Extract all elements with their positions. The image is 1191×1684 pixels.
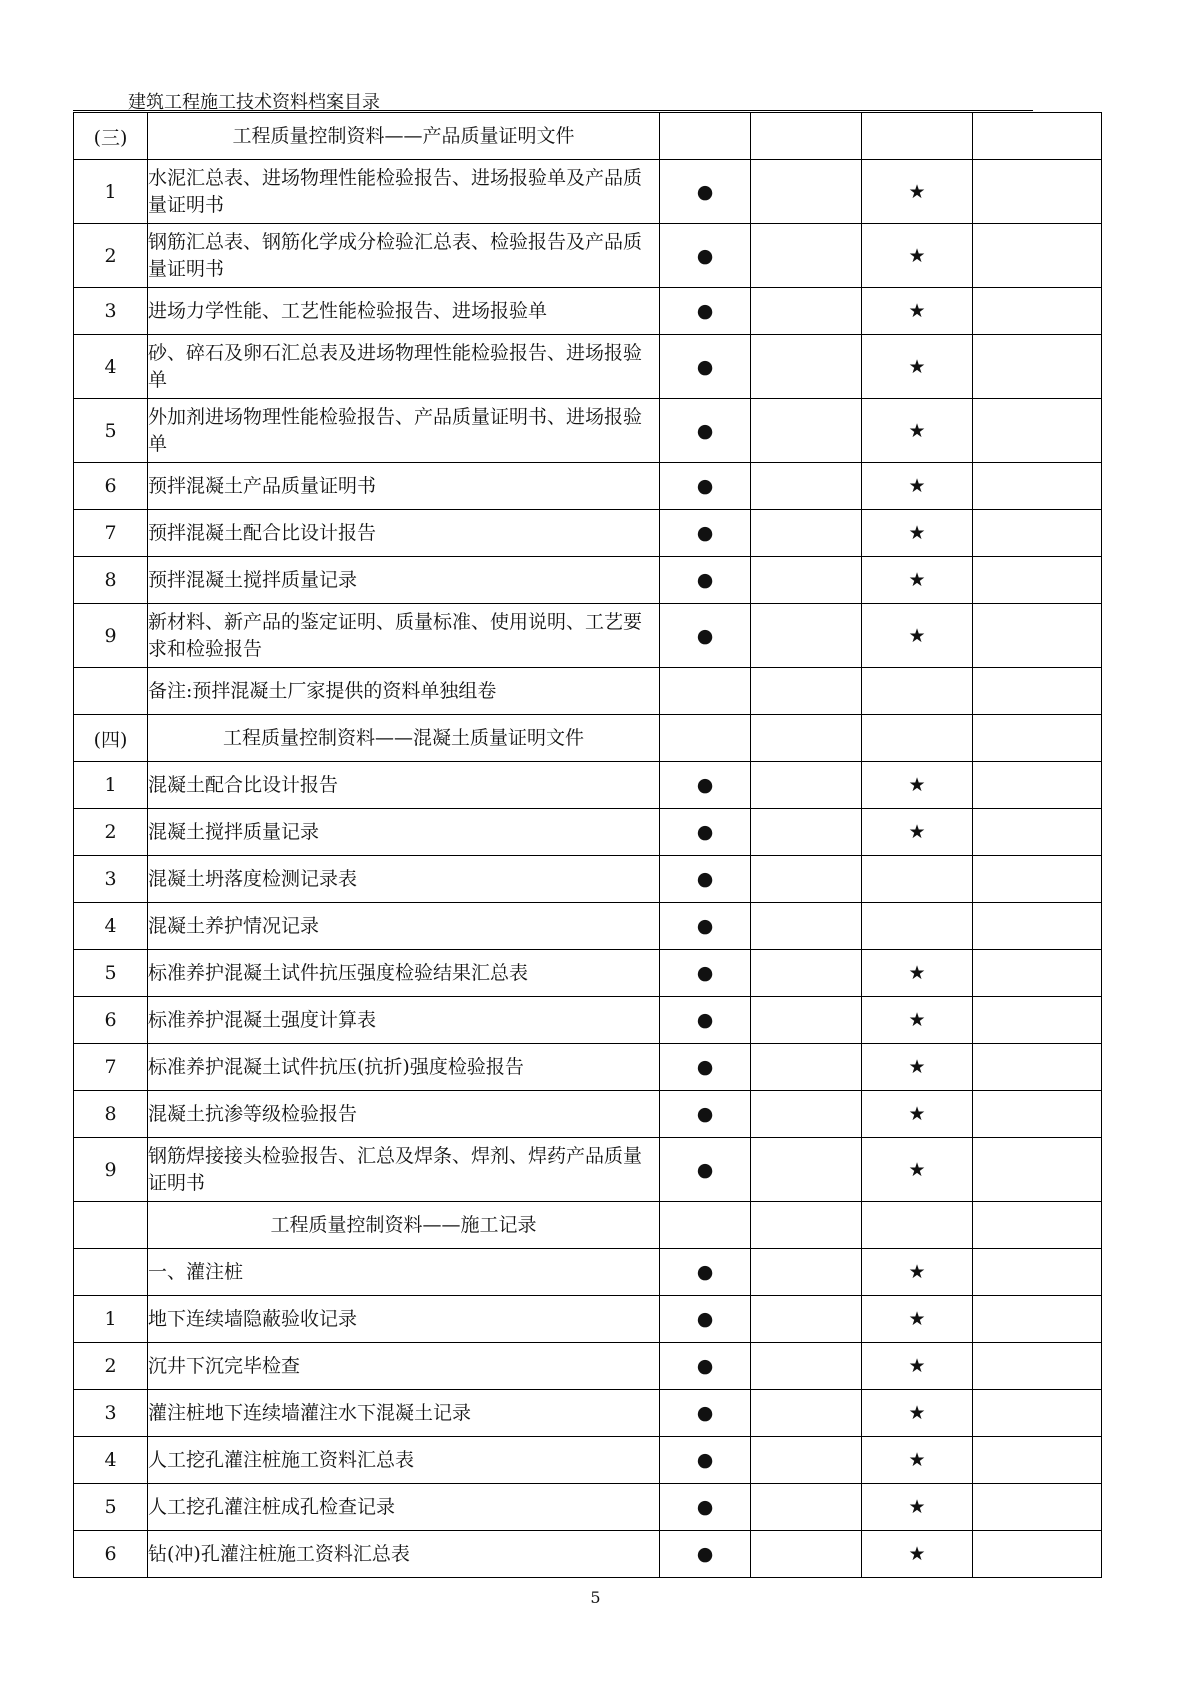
archive-star-cell: ★ <box>862 1091 973 1138</box>
row-number: 9 <box>74 1138 148 1202</box>
item-name: 地下连续墙隐蔽验收记录 <box>148 1296 660 1343</box>
empty-cell <box>973 950 1102 997</box>
empty-cell <box>751 160 862 224</box>
item-name: 预拌混凝土搅拌质量记录 <box>148 557 660 604</box>
archive-star-cell: ★ <box>862 1390 973 1437</box>
empty-cell <box>973 463 1102 510</box>
item-name: 钢筋焊接接头检验报告、汇总及焊条、焊剂、焊药产品质量证明书 <box>148 1138 660 1202</box>
row-number: (三) <box>74 113 148 160</box>
row-number: 5 <box>74 399 148 463</box>
archive-star-cell: ★ <box>862 224 973 288</box>
row-number: 5 <box>74 1484 148 1531</box>
empty-cell <box>973 1138 1102 1202</box>
empty-cell <box>973 997 1102 1044</box>
item-name: 标准养护混凝土试件抗压(抗折)强度检验报告 <box>148 1044 660 1091</box>
item-name: 砂、碎石及卵石汇总表及进场物理性能检验报告、进场报验单 <box>148 335 660 399</box>
empty-cell <box>973 1249 1102 1296</box>
item-name: 一、灌注桩 <box>148 1249 660 1296</box>
row-number <box>74 1249 148 1296</box>
table-row <box>74 762 1102 809</box>
row-number: 4 <box>74 1437 148 1484</box>
page-number: 5 <box>590 1588 601 1607</box>
archive-star-cell <box>862 1202 973 1249</box>
empty-cell <box>751 557 862 604</box>
empty-cell <box>751 288 862 335</box>
empty-cell <box>973 856 1102 903</box>
archive-star-cell <box>862 903 973 950</box>
archive-star-cell: ★ <box>862 510 973 557</box>
empty-cell <box>751 1390 862 1437</box>
empty-cell <box>751 224 862 288</box>
empty-cell <box>751 1296 862 1343</box>
empty-cell <box>973 715 1102 762</box>
required-dot-cell: ● <box>660 1390 751 1437</box>
row-number: 7 <box>74 510 148 557</box>
empty-cell <box>973 604 1102 668</box>
empty-cell <box>973 1531 1102 1578</box>
empty-cell <box>751 604 862 668</box>
required-dot-cell: ● <box>660 399 751 463</box>
table-row <box>74 1249 1102 1296</box>
row-number <box>74 1202 148 1249</box>
table-row <box>74 510 1102 557</box>
row-number: 2 <box>74 224 148 288</box>
archive-star-cell <box>862 856 973 903</box>
item-name: 混凝土养护情况记录 <box>148 903 660 950</box>
empty-cell <box>973 399 1102 463</box>
table-row <box>74 224 1102 288</box>
required-dot-cell: ● <box>660 510 751 557</box>
required-dot-cell: ● <box>660 1484 751 1531</box>
table-row <box>74 399 1102 463</box>
required-dot-cell: ● <box>660 463 751 510</box>
required-dot-cell: ● <box>660 1249 751 1296</box>
table-row <box>74 715 1102 762</box>
archive-star-cell: ★ <box>862 997 973 1044</box>
table-row <box>74 1390 1102 1437</box>
table-row <box>74 1044 1102 1091</box>
empty-cell <box>751 668 862 715</box>
archive-star-cell <box>862 668 973 715</box>
empty-cell <box>973 809 1102 856</box>
archive-star-cell: ★ <box>862 1484 973 1531</box>
archive-star-cell: ★ <box>862 160 973 224</box>
empty-cell <box>973 1091 1102 1138</box>
item-name: 钻(冲)孔灌注桩施工资料汇总表 <box>148 1531 660 1578</box>
empty-cell <box>973 903 1102 950</box>
empty-cell <box>751 809 862 856</box>
empty-cell <box>973 160 1102 224</box>
archive-star-cell: ★ <box>862 1343 973 1390</box>
archive-star-cell: ★ <box>862 463 973 510</box>
archive-star-cell: ★ <box>862 604 973 668</box>
archive-star-cell: ★ <box>862 1044 973 1091</box>
item-name: 预拌混凝土配合比设计报告 <box>148 510 660 557</box>
remark-text: 备注:预拌混凝土厂家提供的资料单独组卷 <box>148 668 660 715</box>
item-name: 标准养护混凝土强度计算表 <box>148 997 660 1044</box>
required-dot-cell: ● <box>660 557 751 604</box>
empty-cell <box>973 510 1102 557</box>
required-dot-cell: ● <box>660 1531 751 1578</box>
item-name: 标准养护混凝土试件抗压强度检验结果汇总表 <box>148 950 660 997</box>
archive-star-cell: ★ <box>862 288 973 335</box>
table-row <box>74 288 1102 335</box>
item-name: 灌注桩地下连续墙灌注水下混凝土记录 <box>148 1390 660 1437</box>
section-heading: 工程质量控制资料——产品质量证明文件 <box>148 113 660 160</box>
table-row <box>74 668 1102 715</box>
empty-cell <box>973 557 1102 604</box>
empty-cell <box>751 335 862 399</box>
table-row <box>74 1138 1102 1202</box>
item-name: 混凝土坍落度检测记录表 <box>148 856 660 903</box>
section-heading: 工程质量控制资料——施工记录 <box>148 1202 660 1249</box>
required-dot-cell: ● <box>660 1091 751 1138</box>
item-name: 人工挖孔灌注桩施工资料汇总表 <box>148 1437 660 1484</box>
empty-cell <box>973 1390 1102 1437</box>
archive-star-cell: ★ <box>862 1138 973 1202</box>
row-number: 1 <box>74 1296 148 1343</box>
section-heading: 工程质量控制资料——混凝土质量证明文件 <box>148 715 660 762</box>
row-number: 8 <box>74 1091 148 1138</box>
required-dot-cell: ● <box>660 604 751 668</box>
table-row <box>74 1484 1102 1531</box>
item-name: 混凝土配合比设计报告 <box>148 762 660 809</box>
empty-cell <box>751 715 862 762</box>
required-dot-cell: ● <box>660 1138 751 1202</box>
empty-cell <box>973 1202 1102 1249</box>
empty-cell <box>973 762 1102 809</box>
empty-cell <box>751 762 862 809</box>
table-row <box>74 1296 1102 1343</box>
row-number: 3 <box>74 1390 148 1437</box>
table-row <box>74 335 1102 399</box>
empty-cell <box>973 1044 1102 1091</box>
empty-cell <box>751 1343 862 1390</box>
empty-cell <box>751 1091 862 1138</box>
empty-cell <box>751 113 862 160</box>
item-name: 水泥汇总表、进场物理性能检验报告、进场报验单及产品质量证明书 <box>148 160 660 224</box>
required-dot-cell: ● <box>660 1343 751 1390</box>
header-rule <box>73 110 1033 111</box>
required-dot-cell: ● <box>660 762 751 809</box>
required-dot-cell: ● <box>660 160 751 224</box>
required-dot-cell: ● <box>660 224 751 288</box>
row-number: 2 <box>74 809 148 856</box>
table-row <box>74 1437 1102 1484</box>
row-number: 5 <box>74 950 148 997</box>
required-dot-cell: ● <box>660 809 751 856</box>
archive-star-cell: ★ <box>862 950 973 997</box>
table-row <box>74 1202 1102 1249</box>
item-name: 钢筋汇总表、钢筋化学成分检验汇总表、检验报告及产品质量证明书 <box>148 224 660 288</box>
item-name: 预拌混凝土产品质量证明书 <box>148 463 660 510</box>
archive-star-cell: ★ <box>862 335 973 399</box>
row-number: 1 <box>74 160 148 224</box>
row-number: (四) <box>74 715 148 762</box>
empty-cell <box>973 224 1102 288</box>
table-row <box>74 1343 1102 1390</box>
table-row <box>74 604 1102 668</box>
item-name: 混凝土抗渗等级检验报告 <box>148 1091 660 1138</box>
empty-cell <box>751 1484 862 1531</box>
archive-star-cell: ★ <box>862 1249 973 1296</box>
table-row <box>74 903 1102 950</box>
required-dot-cell <box>660 113 751 160</box>
empty-cell <box>751 950 862 997</box>
empty-cell <box>751 463 862 510</box>
archive-star-cell: ★ <box>862 399 973 463</box>
row-number: 4 <box>74 335 148 399</box>
archive-star-cell: ★ <box>862 1437 973 1484</box>
row-number: 8 <box>74 557 148 604</box>
required-dot-cell: ● <box>660 1437 751 1484</box>
archive-star-cell <box>862 113 973 160</box>
row-number: 3 <box>74 288 148 335</box>
required-dot-cell: ● <box>660 950 751 997</box>
table-row <box>74 160 1102 224</box>
item-name: 人工挖孔灌注桩成孔检查记录 <box>148 1484 660 1531</box>
archive-star-cell: ★ <box>862 762 973 809</box>
empty-cell <box>751 856 862 903</box>
row-number: 1 <box>74 762 148 809</box>
empty-cell <box>973 1296 1102 1343</box>
empty-cell <box>751 1437 862 1484</box>
table-row <box>74 113 1102 160</box>
required-dot-cell: ● <box>660 997 751 1044</box>
empty-cell <box>751 1202 862 1249</box>
row-number: 4 <box>74 903 148 950</box>
empty-cell <box>751 1138 862 1202</box>
archive-star-cell: ★ <box>862 557 973 604</box>
required-dot-cell <box>660 715 751 762</box>
row-number: 6 <box>74 463 148 510</box>
table-row <box>74 463 1102 510</box>
empty-cell <box>751 1044 862 1091</box>
document-header: 建筑工程施工技术资料档案目录 <box>128 92 380 113</box>
item-name: 新材料、新产品的鉴定证明、质量标准、使用说明、工艺要求和检验报告 <box>148 604 660 668</box>
item-name: 混凝土搅拌质量记录 <box>148 809 660 856</box>
empty-cell <box>973 1437 1102 1484</box>
item-name: 沉井下沉完毕检查 <box>148 1343 660 1390</box>
empty-cell <box>973 1484 1102 1531</box>
row-number: 3 <box>74 856 148 903</box>
table-row <box>74 856 1102 903</box>
row-number: 7 <box>74 1044 148 1091</box>
archive-star-cell <box>862 715 973 762</box>
empty-cell <box>751 399 862 463</box>
empty-cell <box>751 1249 862 1296</box>
table-row <box>74 950 1102 997</box>
table-row <box>74 557 1102 604</box>
table-row <box>74 1531 1102 1578</box>
required-dot-cell <box>660 1202 751 1249</box>
required-dot-cell <box>660 668 751 715</box>
empty-cell <box>751 903 862 950</box>
row-number: 6 <box>74 1531 148 1578</box>
empty-cell <box>973 668 1102 715</box>
empty-cell <box>751 997 862 1044</box>
required-dot-cell: ● <box>660 288 751 335</box>
empty-cell <box>751 510 862 557</box>
required-dot-cell: ● <box>660 1296 751 1343</box>
required-dot-cell: ● <box>660 1044 751 1091</box>
archive-table <box>73 112 1102 1578</box>
row-number <box>74 668 148 715</box>
item-name: 外加剂进场物理性能检验报告、产品质量证明书、进场报验单 <box>148 399 660 463</box>
empty-cell <box>973 335 1102 399</box>
archive-star-cell: ★ <box>862 1531 973 1578</box>
table-row <box>74 997 1102 1044</box>
empty-cell <box>973 113 1102 160</box>
item-name: 进场力学性能、工艺性能检验报告、进场报验单 <box>148 288 660 335</box>
archive-star-cell: ★ <box>862 1296 973 1343</box>
empty-cell <box>973 1343 1102 1390</box>
row-number: 6 <box>74 997 148 1044</box>
row-number: 9 <box>74 604 148 668</box>
empty-cell <box>973 288 1102 335</box>
archive-star-cell: ★ <box>862 809 973 856</box>
empty-cell <box>751 1531 862 1578</box>
required-dot-cell: ● <box>660 903 751 950</box>
table-row <box>74 809 1102 856</box>
required-dot-cell: ● <box>660 856 751 903</box>
table-row <box>74 1091 1102 1138</box>
required-dot-cell: ● <box>660 335 751 399</box>
row-number: 2 <box>74 1343 148 1390</box>
